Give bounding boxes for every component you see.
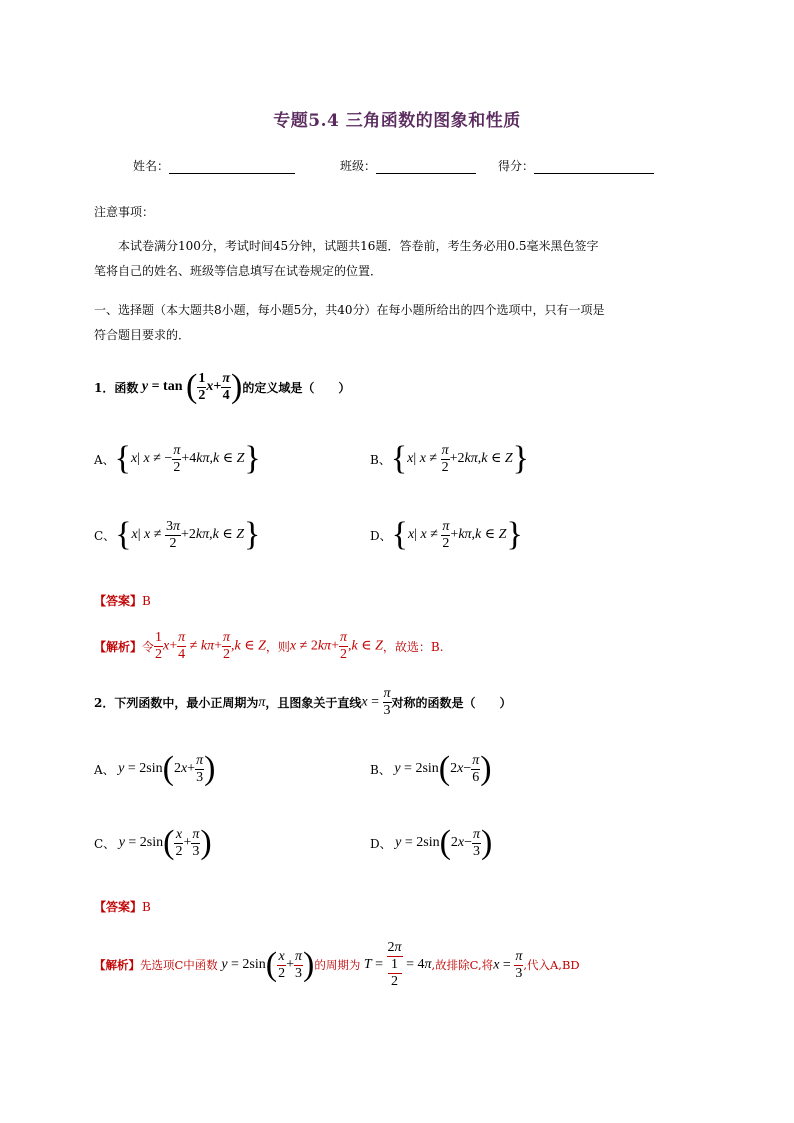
q1-option-a-formula: {x| x ≠ − $\frac{\pi}{2}$ +4kπ,k ∈ Z} — [114, 440, 261, 477]
notice-line1: 本试卷满分100分，考试时间45分钟，试题共16题．答卷前，考生务必用0.5毫米黑色签字 — [118, 239, 599, 253]
section1-line1: 一、选择题（本大题共8小题，每小题5分，共40分）在每小题所给出的四个选项中，只有一项是 — [94, 303, 605, 317]
score-label: 得分： — [498, 159, 535, 173]
q2-option-c[interactable]: C、 y = 2sin( $\frac{x}{2}$ + $\frac{\pi}{3}$ ) — [94, 824, 212, 861]
q1-option-a[interactable]: A、 {x| x ≠ − $\frac{\pi}{2}$ +4kπ,k ∈ Z} — [94, 440, 261, 477]
class-blank[interactable] — [376, 161, 476, 174]
q2-analysis: 【解析】 先选项C中函数 y = 2sin( $\frac{x}{2}$ + $\frac{\pi}{3}$ ) 的周期为 T = 2π 1 2 = 4π ,故排除C,将 x = $\frac{\pi}{3}$ ,代入A,BD — [94, 940, 580, 989]
q2-option-a[interactable]: A、 y = 2sin(2x+ $\frac{\pi}{3}$ ) — [94, 750, 216, 787]
name-field — [133, 157, 295, 174]
q1-answer-value: B — [142, 594, 151, 608]
q1-option-b[interactable]: B、 {x| x ≠ $\frac{\pi}{2}$ +2kπ,k ∈ Z} — [370, 440, 529, 477]
q1-option-b-formula: {x| x ≠ $\frac{\pi}{2}$ +2kπ,k ∈ Z} — [390, 440, 529, 477]
q1-option-d-formula: {x| x ≠ $\frac{\pi}{2}$ +kπ,k ∈ Z} — [391, 516, 523, 553]
score-field — [498, 157, 654, 174]
name-blank[interactable] — [169, 161, 295, 174]
q1-answer: 【答案】B — [94, 594, 151, 608]
q2-option-b[interactable]: B、 y = 2sin(2x− $\frac{\pi}{6}$ ) — [370, 750, 492, 787]
q2-answer-value: B — [142, 900, 151, 914]
q1-option-c[interactable]: C、 {x| x ≠ $\frac{3\pi}{2}$ +2kπ,k ∈ Z} — [94, 516, 261, 553]
notice-heading: 注意事项： — [94, 205, 155, 219]
page-title: 专题5.4 三角函数的图象和性质 — [273, 111, 521, 131]
q1-option-c-formula: {x| x ≠ $\frac{3\pi}{2}$ +2kπ,k ∈ Z} — [115, 516, 261, 553]
name-label: 姓名： — [133, 159, 170, 173]
q2-option-d[interactable]: D、 y = 2sin(2x− $\frac{\pi}{3}$ ) — [370, 824, 493, 861]
score-blank[interactable] — [534, 161, 654, 174]
q2-num: 2．下列函数中，最小正周期为 — [94, 696, 259, 710]
notice-line2: 笔将自己的姓名、班级等信息填写在试卷规定的位置． — [94, 264, 383, 278]
section1-line2: 符合题目要求的． — [94, 328, 191, 342]
q2-stem: 2．下列函数中，最小正周期为 π ，且图象关于直线 x = $\frac{\pi}{3}$ 对称的函数是（ ） — [94, 686, 512, 718]
q1-suffix: 的定义域是（ ） — [242, 380, 351, 395]
class-field — [340, 157, 476, 174]
q1-num: 1．函数 — [94, 380, 139, 395]
q1-option-d[interactable]: D、 {x| x ≠ $\frac{\pi}{2}$ +kπ,k ∈ Z} — [370, 516, 523, 553]
q1-stem — [94, 370, 350, 404]
q2-answer: 【答案】B — [94, 900, 151, 914]
q1-analysis: 【解析】 令 $\frac{1}{2}$ x+ $\frac{\pi}{4}$ ≠ kπ+ $\frac{\pi}{2}$ ,k ∈ Z ，则 x ≠ 2kπ+ $\frac{\pi}{2}$ ,k ∈ Z ，故选：B. — [94, 630, 444, 662]
class-label: 班级： — [340, 159, 377, 173]
q1-formula: y = tan ( $\frac{1}{2}$ x+ $\frac{\pi}{4}$ ) — [138, 368, 243, 405]
